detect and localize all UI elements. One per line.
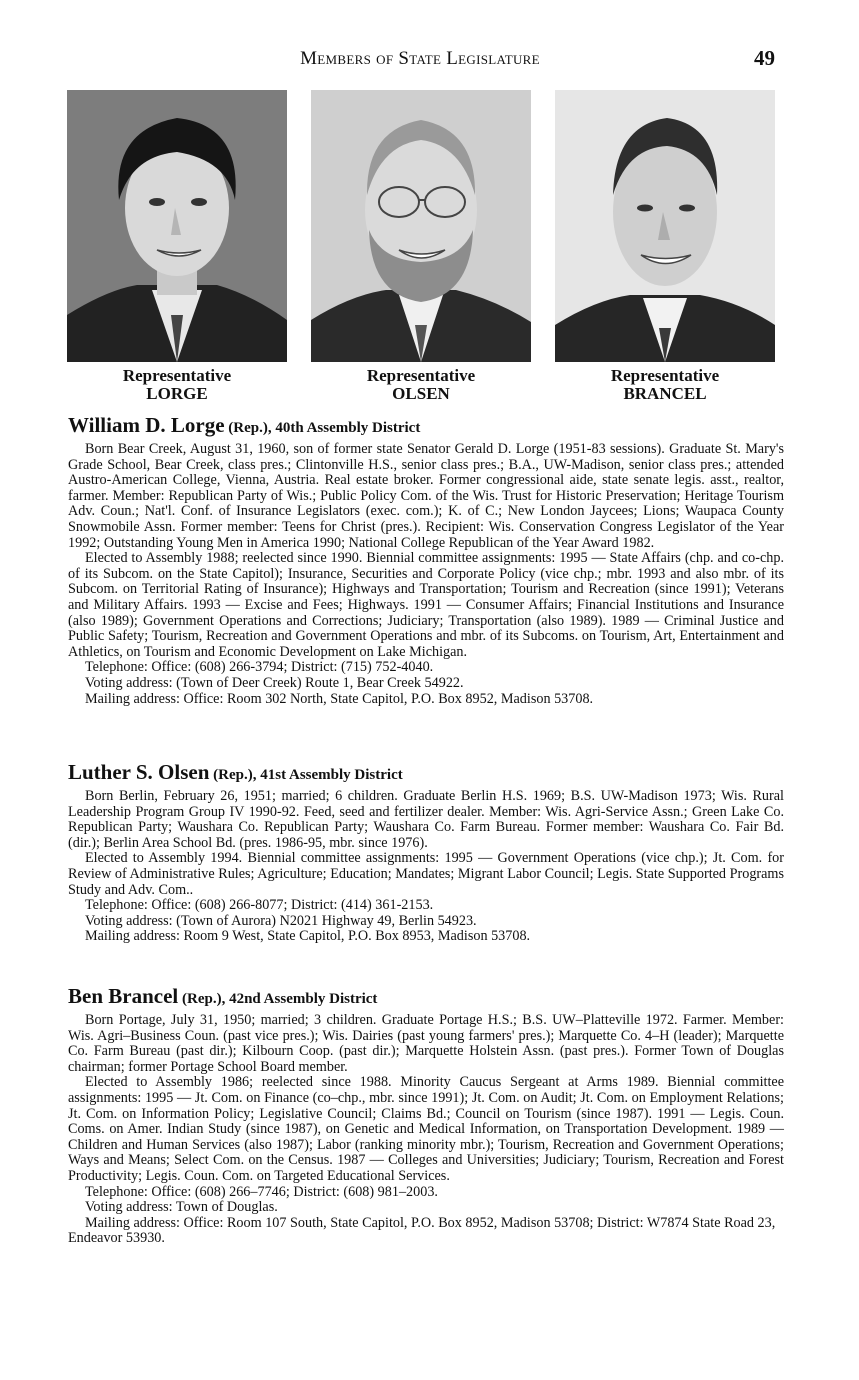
member-name: Luther S. Olsen (68, 760, 210, 784)
voting-address-line: Voting address: (Town of Aurora) N2021 Highway 49, Berlin 54923. (85, 912, 477, 929)
voting-address-line: Voting address: Town of Douglas. (85, 1199, 278, 1216)
mailing-address-line: Mailing address: Room 9 West, State Capitol, P.O. Box 8953, Madison 53708. (85, 928, 531, 945)
mailing-address-line: Mailing address: Office: Room 107 South, State Capitol, P.O. Box 8952, Madison 53708; District: W7874 State Road 23, Endeavor 53930. (68, 1214, 776, 1247)
portrait-row (0, 90, 859, 410)
biography-paragraph: Born Berlin, February 26, 1951; married; 6 children. Graduate Berlin H.S. 1969; B.S. UW-Madison 1973; Wis. Rural Leadership Program Group IV 1990-92. Feed, seed and fertilizer dealer. Member: Wis. Agri-Service Assn.; Green Lake Co. Republican Party; Waushara Co. Republican Party; Waushara Co. Farm Bureau. Former member: Waushara Co. Fair Bd. (dir.); Berlin Area School Bd. (pres. 1986-95, mbr. since 1976). (68, 788, 784, 851)
bio-heading (68, 762, 784, 785)
telephone-line: Telephone: Office: (608) 266–7746; District: (608) 981–2003. (85, 1183, 438, 1200)
bio-lorge (68, 415, 784, 707)
biography-paragraph: Born Bear Creek, August 31, 1960, son of former state Senator Gerald D. Lorge (1951-83 sessions). Graduate St. Mary's Grade School, Bear Creek, class pres.; Clintonville H.S., senior class pres.; B.A., UW-Madison, senior class pres.; attended Austro-American College, Vienna, Austria. Real estate broker. Former congressional aide, state senate legis. asst., realtor, farmer. Member: Republican Party of Wis.; Public Policy Com. of the Wis. Trust for Historic Preservation; Heritage Tourism Adv. Coun.; Nat'l. Conf. of Insurance Legislators (exec. com.); K. of C.; New London Jaycees; Lions; Waupaca County Snowmobile Assn. Former member: Teens for Christ (pres.). Recipient: Wis. Conservation Congress Legislator of the Year 1992; Outstanding Young Men in America 1990; National College Republican of the Year Award 1982. (68, 441, 784, 551)
member-name: William D. Lorge (68, 413, 225, 437)
page-header (0, 46, 859, 74)
party-label: (Rep.), (209, 767, 261, 783)
portrait-brancel (545, 90, 785, 403)
telephone-line: Telephone: Office: (608) 266-3794; District: (715) 752-4040. (85, 659, 434, 676)
caption-title: Representative (610, 366, 720, 385)
district-label: 42nd Assembly District (229, 991, 378, 1007)
caption-surname: BRANCEL (623, 384, 707, 403)
committee-paragraph: Elected to Assembly 1988; reelected since 1990. Biennial committee assignments: 1995 — State Affairs (chp. and co-chp. of its Subcom. on the State Capitol); Insurance, Securities and Corporate Policy (vice chp.; mbr. 1993 and also mbr. of its Subcom. on Territorial Rating of Insurance); Highways and Transportation; Tourism and Recreation (since 1991); Veterans and Military Affairs. 1993 — Excise and Fees; Highways. 1991 — Consumer Affairs; Financial Institutions and Insurance (also 1989); Government Operations and Corrections; Judiciary; Transportation (also 1989). 1989 — Criminal Justice and Public Safety; Tourism, Recreation and Government Operations and mbr. of its Subcoms. on Tourism, Art, Entertainment and Athletics, on Tourism and Economic Development on Lake Michigan. (68, 550, 784, 660)
committee-paragraph: Elected to Assembly 1986; reelected since 1988. Minority Caucus Sergeant at Arms 1989. Biennial committee assignments: 1995 — Jt. Com. on Finance (co–chp., mbr. since 1991); Jt. Com. on Audit; Jt. Com. on Employment Relations; Jt. Com. on Information Policy; Legislative Council; Claims Bd.; Council on Tourism (since 1987). 1991 — Legis. Coun. Coms. on Amer. Indian Study (since 1987), on Genetic and Medical Information, on Transportation Development. 1989 — Children and Human Services (also 1987); Labor (ranking minority mbr.); Tourism, Recreation and Government Operations; Ways and Means; Select Com. on the Census. 1987 — Colleges and Universities; Judiciary; Tourism, Recreation and Forest Productivity; Legis. Coun. Com. on Targeted Educational Services. (68, 1074, 784, 1184)
caption-brancel (545, 367, 785, 403)
party-label: (Rep.), (224, 420, 276, 436)
photo-lorge (67, 90, 287, 362)
portrait-lorge (57, 90, 297, 403)
biography-paragraph: Born Portage, July 31, 1950; married; 3 children. Graduate Portage H.S.; B.S. UW–Platteville 1972. Farmer. Member: Wis. Agri–Business Coun. (past vice pres.); Wis. Dairies (past young farmers' pres.); Marquette Co. 4–H (leader); Marquette Co. Farm Bureau (past dir.); Kilbourn Coop. (past dir.); Marquette Holstein Assn. (past pres.). Former Town of Douglas chairman; former Portage School Board member. (68, 1012, 784, 1075)
committee-paragraph: Elected to Assembly 1994. Biennial committee assignments: 1995 — Government Operations (vice chp.); Jt. Com. for Review of Administrative Rules; Agriculture; Education; Mandates; Migrant Labor Council; Legis. State Supported Programs Study and Adv. Com.. (68, 850, 784, 898)
district-label: 41st Assembly District (260, 767, 403, 783)
caption-surname: LORGE (146, 384, 208, 403)
caption-title: Representative (366, 366, 476, 385)
caption-surname: OLSEN (392, 384, 450, 403)
member-name: Ben Brancel (68, 984, 179, 1008)
party-label: (Rep.), (178, 991, 230, 1007)
bio-heading (68, 415, 784, 438)
district-label: 40th Assembly District (275, 420, 421, 436)
bio-brancel (68, 986, 784, 1247)
running-title-text: Members of State Legislature (300, 48, 540, 69)
voting-address-line: Voting address: (Town of Deer Creek) Route 1, Bear Creek 54922. (85, 674, 464, 691)
caption-title: Representative (122, 366, 232, 385)
photo-brancel (555, 90, 775, 362)
photo-olsen (311, 90, 531, 362)
bio-olsen (68, 762, 784, 945)
caption-olsen (301, 367, 541, 403)
running-title (240, 48, 600, 70)
page-number: 49 (754, 46, 775, 70)
caption-lorge (57, 367, 297, 403)
telephone-line: Telephone: Office: (608) 266-8077; District: (414) 361-2153. (85, 897, 434, 914)
bio-heading (68, 986, 784, 1009)
mailing-address-line: Mailing address: Office: Room 302 North, State Capitol, P.O. Box 8952, Madison 53708. (85, 690, 594, 707)
portrait-olsen (301, 90, 541, 403)
